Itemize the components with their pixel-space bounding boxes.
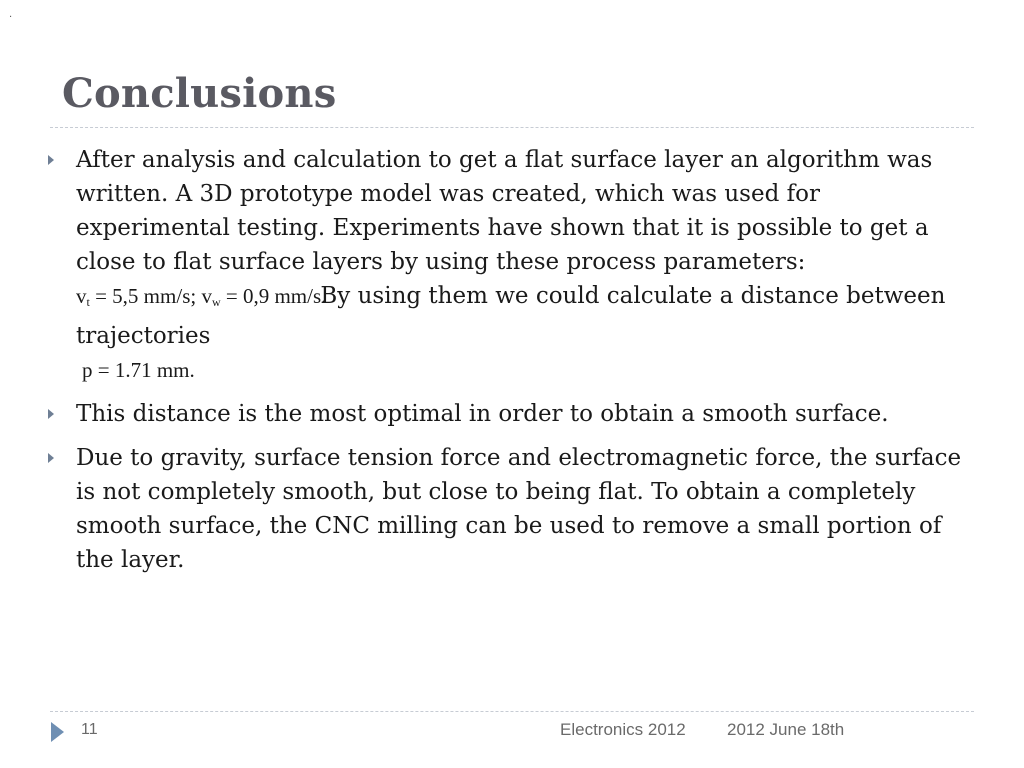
bullet-text: By using them we could calculate a distance between trajectories xyxy=(76,283,946,349)
triangle-bullet-icon xyxy=(48,453,54,463)
footer-event: Electronics 2012 xyxy=(560,720,686,739)
bullet-item-1 xyxy=(44,143,974,387)
formula-value: = 5,5 mm/s; xyxy=(89,284,202,308)
bullet-item-3 xyxy=(44,441,974,577)
formula-symbol: v xyxy=(76,284,87,308)
triangle-bullet-icon xyxy=(48,409,54,419)
bullet-text: Due to gravity, surface tension force and electromagnetic force, the surface is not completely smooth, but close to being flat. To obtain a completely smooth surface, the CNC milling can be used to remove a small portion of the layer. xyxy=(76,445,962,573)
formula-value: = 0,9 mm/s. xyxy=(220,284,327,308)
footer-date: 2012 June 18th xyxy=(727,720,845,739)
page-number: 11 xyxy=(81,721,98,738)
footer-divider xyxy=(50,711,974,712)
process-parameters-formula xyxy=(76,284,326,308)
title-divider xyxy=(50,127,974,128)
bullet-text: This distance is the most optimal in order to obtain a smooth surface. xyxy=(76,401,889,427)
triangle-bullet-icon xyxy=(48,155,54,165)
trajectory-distance-formula: p = 1.71 mm. xyxy=(82,358,195,382)
slide-title: Conclusions xyxy=(62,70,337,117)
triangle-arrow-icon xyxy=(51,722,64,742)
corner-mark: · xyxy=(9,12,13,23)
bullet-item-2 xyxy=(44,397,974,431)
bullet-list xyxy=(44,143,974,577)
formula-subscript: w xyxy=(211,295,221,309)
formula-subscript: t xyxy=(86,295,90,309)
formula-symbol: v xyxy=(201,284,212,308)
bullet-text: After analysis and calculation to get a flat surface layer an algorithm was written. A 3D prototype model was created, which was used for experimental testing. Experiments have shown that it is possible to get a close to flat surface layers by using these process parameters: xyxy=(76,147,933,275)
